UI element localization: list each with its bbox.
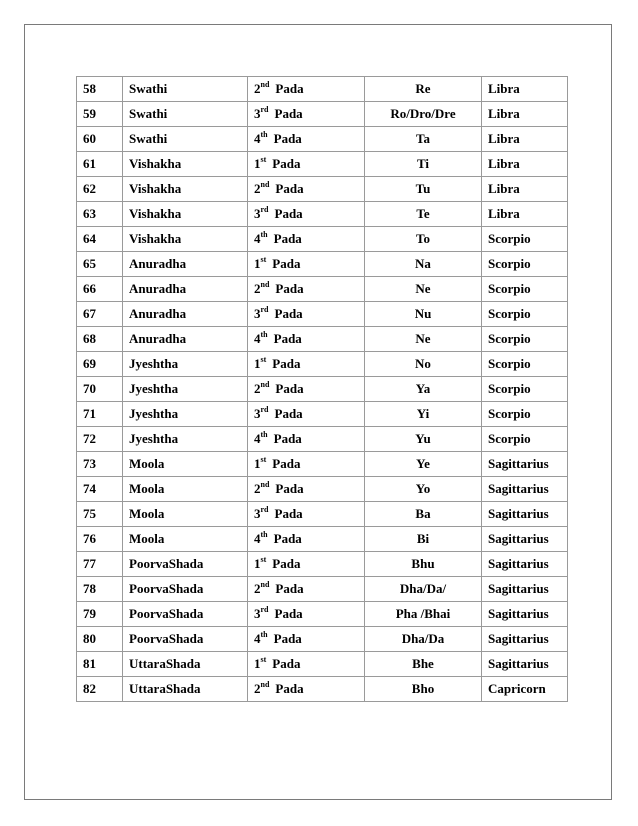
table-row xyxy=(77,102,568,127)
pada-ordinal-number: 3 xyxy=(254,606,261,621)
table-row xyxy=(77,152,568,177)
cell-number: 58 xyxy=(77,77,123,102)
cell-zodiac-sign: Scorpio xyxy=(482,327,568,352)
cell-nakshatra: PoorvaShada xyxy=(123,627,248,652)
cell-nakshatra: Jyeshtha xyxy=(123,402,248,427)
table-row xyxy=(77,552,568,577)
cell-nakshatra: Moola xyxy=(123,527,248,552)
cell-nakshatra: PoorvaShada xyxy=(123,552,248,577)
cell-number: 71 xyxy=(77,402,123,427)
table-row xyxy=(77,177,568,202)
cell-pada xyxy=(248,227,365,252)
pada-ordinal-suffix: nd xyxy=(260,379,270,389)
table-row xyxy=(77,477,568,502)
cell-zodiac-sign: Sagittarius xyxy=(482,652,568,677)
cell-number: 69 xyxy=(77,352,123,377)
pada-word: Pada xyxy=(274,306,303,321)
pada-word: Pada xyxy=(274,606,303,621)
cell-syllable: Dha/Da/ xyxy=(365,577,482,602)
cell-pada xyxy=(248,202,365,227)
cell-zodiac-sign: Scorpio xyxy=(482,402,568,427)
cell-syllable: Pha /Bhai xyxy=(365,602,482,627)
pada-ordinal-suffix: rd xyxy=(260,304,269,314)
pada-ordinal-number: 2 xyxy=(254,181,261,196)
pada-ordinal-suffix: st xyxy=(260,354,267,364)
table-row xyxy=(77,527,568,552)
table-body xyxy=(77,77,568,702)
cell-nakshatra: Jyeshtha xyxy=(123,427,248,452)
pada-word: Pada xyxy=(274,506,303,521)
pada-ordinal-suffix: th xyxy=(260,229,268,239)
table-row xyxy=(77,202,568,227)
pada-ordinal-suffix: st xyxy=(260,554,267,564)
table-row xyxy=(77,127,568,152)
cell-zodiac-sign: Scorpio xyxy=(482,352,568,377)
pada-word: Pada xyxy=(274,206,303,221)
cell-zodiac-sign: Libra xyxy=(482,77,568,102)
cell-syllable: Ne xyxy=(365,277,482,302)
table-row xyxy=(77,602,568,627)
table-row xyxy=(77,377,568,402)
pada-ordinal-suffix: nd xyxy=(260,179,270,189)
cell-number: 77 xyxy=(77,552,123,577)
cell-zodiac-sign: Sagittarius xyxy=(482,552,568,577)
pada-ordinal-suffix: st xyxy=(260,454,267,464)
cell-zodiac-sign: Sagittarius xyxy=(482,627,568,652)
cell-zodiac-sign: Scorpio xyxy=(482,377,568,402)
cell-number: 66 xyxy=(77,277,123,302)
cell-zodiac-sign: Sagittarius xyxy=(482,477,568,502)
table-row xyxy=(77,402,568,427)
cell-number: 68 xyxy=(77,327,123,352)
cell-pada xyxy=(248,152,365,177)
cell-pada xyxy=(248,477,365,502)
pada-ordinal-number: 3 xyxy=(254,306,261,321)
pada-ordinal-suffix: th xyxy=(260,329,268,339)
cell-nakshatra: PoorvaShada xyxy=(123,577,248,602)
cell-zodiac-sign: Scorpio xyxy=(482,227,568,252)
cell-zodiac-sign: Sagittarius xyxy=(482,452,568,477)
cell-pada xyxy=(248,327,365,352)
pada-ordinal-suffix: rd xyxy=(260,404,269,414)
cell-number: 72 xyxy=(77,427,123,452)
pada-ordinal-suffix: nd xyxy=(260,679,270,689)
cell-syllable: Ne xyxy=(365,327,482,352)
cell-pada xyxy=(248,277,365,302)
cell-number: 79 xyxy=(77,602,123,627)
cell-nakshatra: Swathi xyxy=(123,102,248,127)
cell-syllable: Ti xyxy=(365,152,482,177)
table-row xyxy=(77,252,568,277)
cell-zodiac-sign: Libra xyxy=(482,177,568,202)
cell-nakshatra: Jyeshtha xyxy=(123,377,248,402)
cell-number: 59 xyxy=(77,102,123,127)
cell-pada xyxy=(248,652,365,677)
cell-syllable: Ta xyxy=(365,127,482,152)
cell-nakshatra: Moola xyxy=(123,452,248,477)
cell-nakshatra: Swathi xyxy=(123,127,248,152)
table-row xyxy=(77,77,568,102)
pada-word: Pada xyxy=(272,356,301,371)
cell-zodiac-sign: Scorpio xyxy=(482,277,568,302)
pada-ordinal-number: 3 xyxy=(254,106,261,121)
cell-pada xyxy=(248,552,365,577)
pada-ordinal-number: 2 xyxy=(254,381,261,396)
pada-word: Pada xyxy=(273,231,302,246)
cell-pada xyxy=(248,452,365,477)
pada-word: Pada xyxy=(275,681,304,696)
pada-ordinal-number: 1 xyxy=(254,656,261,671)
pada-ordinal-number: 3 xyxy=(254,206,261,221)
cell-pada xyxy=(248,77,365,102)
cell-nakshatra: Vishakha xyxy=(123,152,248,177)
pada-ordinal-number: 4 xyxy=(254,431,261,446)
nakshatra-pada-table xyxy=(76,76,568,702)
pada-ordinal-number: 3 xyxy=(254,506,261,521)
table-row xyxy=(77,302,568,327)
table-row xyxy=(77,452,568,477)
pada-word: Pada xyxy=(275,481,304,496)
cell-syllable: Bho xyxy=(365,677,482,702)
cell-syllable: Bi xyxy=(365,527,482,552)
pada-ordinal-suffix: st xyxy=(260,154,267,164)
cell-syllable: Ya xyxy=(365,377,482,402)
cell-nakshatra: Moola xyxy=(123,477,248,502)
cell-pada xyxy=(248,677,365,702)
cell-pada xyxy=(248,427,365,452)
cell-pada xyxy=(248,252,365,277)
pada-ordinal-suffix: th xyxy=(260,129,268,139)
pada-ordinal-number: 1 xyxy=(254,356,261,371)
table-row xyxy=(77,577,568,602)
table-row xyxy=(77,427,568,452)
cell-pada xyxy=(248,102,365,127)
cell-syllable: Yi xyxy=(365,402,482,427)
pada-ordinal-number: 1 xyxy=(254,456,261,471)
cell-syllable: Bhe xyxy=(365,652,482,677)
cell-zodiac-sign: Sagittarius xyxy=(482,502,568,527)
pada-ordinal-number: 3 xyxy=(254,406,261,421)
pada-ordinal-suffix: th xyxy=(260,529,268,539)
cell-zodiac-sign: Libra xyxy=(482,127,568,152)
pada-ordinal-suffix: th xyxy=(260,429,268,439)
cell-zodiac-sign: Scorpio xyxy=(482,302,568,327)
pada-ordinal-number: 4 xyxy=(254,631,261,646)
pada-ordinal-number: 1 xyxy=(254,556,261,571)
pada-word: Pada xyxy=(273,131,302,146)
cell-zodiac-sign: Sagittarius xyxy=(482,527,568,552)
pada-ordinal-suffix: nd xyxy=(260,479,270,489)
cell-number: 75 xyxy=(77,502,123,527)
cell-nakshatra: UttaraShada xyxy=(123,677,248,702)
cell-syllable: Tu xyxy=(365,177,482,202)
pada-word: Pada xyxy=(272,556,301,571)
pada-word: Pada xyxy=(275,181,304,196)
cell-zodiac-sign: Sagittarius xyxy=(482,602,568,627)
table-row xyxy=(77,652,568,677)
cell-pada xyxy=(248,502,365,527)
pada-ordinal-number: 2 xyxy=(254,281,261,296)
pada-ordinal-suffix: th xyxy=(260,629,268,639)
pada-ordinal-number: 4 xyxy=(254,531,261,546)
cell-number: 63 xyxy=(77,202,123,227)
cell-zodiac-sign: Libra xyxy=(482,152,568,177)
table-row xyxy=(77,327,568,352)
cell-number: 81 xyxy=(77,652,123,677)
cell-number: 65 xyxy=(77,252,123,277)
cell-syllable: Ba xyxy=(365,502,482,527)
table-row xyxy=(77,502,568,527)
cell-syllable: Na xyxy=(365,252,482,277)
cell-nakshatra: UttaraShada xyxy=(123,652,248,677)
cell-number: 62 xyxy=(77,177,123,202)
cell-syllable: Re xyxy=(365,77,482,102)
cell-nakshatra: Swathi xyxy=(123,77,248,102)
pada-word: Pada xyxy=(275,81,304,96)
pada-word: Pada xyxy=(273,331,302,346)
cell-number: 60 xyxy=(77,127,123,152)
cell-pada xyxy=(248,627,365,652)
cell-number: 80 xyxy=(77,627,123,652)
cell-zodiac-sign: Capricorn xyxy=(482,677,568,702)
pada-ordinal-suffix: rd xyxy=(260,104,269,114)
pada-word: Pada xyxy=(273,531,302,546)
cell-syllable: Nu xyxy=(365,302,482,327)
cell-nakshatra: PoorvaShada xyxy=(123,602,248,627)
cell-number: 82 xyxy=(77,677,123,702)
pada-ordinal-number: 4 xyxy=(254,231,261,246)
pada-ordinal-suffix: rd xyxy=(260,204,269,214)
cell-pada xyxy=(248,602,365,627)
pada-word: Pada xyxy=(275,381,304,396)
cell-zodiac-sign: Sagittarius xyxy=(482,577,568,602)
cell-pada xyxy=(248,177,365,202)
cell-nakshatra: Vishakha xyxy=(123,202,248,227)
pada-word: Pada xyxy=(272,656,301,671)
table-row xyxy=(77,277,568,302)
pada-word: Pada xyxy=(275,281,304,296)
pada-ordinal-number: 1 xyxy=(254,156,261,171)
pada-ordinal-number: 2 xyxy=(254,681,261,696)
pada-ordinal-number: 2 xyxy=(254,581,261,596)
pada-ordinal-suffix: nd xyxy=(260,579,270,589)
cell-number: 76 xyxy=(77,527,123,552)
pada-ordinal-number: 4 xyxy=(254,331,261,346)
pada-ordinal-suffix: nd xyxy=(260,79,270,89)
cell-syllable: Yo xyxy=(365,477,482,502)
cell-syllable: To xyxy=(365,227,482,252)
cell-nakshatra: Moola xyxy=(123,502,248,527)
pada-word: Pada xyxy=(274,406,303,421)
pada-word: Pada xyxy=(272,156,301,171)
pada-word: Pada xyxy=(273,431,302,446)
cell-syllable: Ye xyxy=(365,452,482,477)
cell-zodiac-sign: Scorpio xyxy=(482,427,568,452)
cell-pada xyxy=(248,527,365,552)
cell-pada xyxy=(248,302,365,327)
cell-nakshatra: Vishakha xyxy=(123,227,248,252)
cell-syllable: Te xyxy=(365,202,482,227)
pada-ordinal-suffix: st xyxy=(260,654,267,664)
cell-pada xyxy=(248,577,365,602)
table-row xyxy=(77,627,568,652)
pada-ordinal-number: 2 xyxy=(254,481,261,496)
cell-pada xyxy=(248,402,365,427)
cell-nakshatra: Vishakha xyxy=(123,177,248,202)
cell-syllable: Bhu xyxy=(365,552,482,577)
cell-nakshatra: Anuradha xyxy=(123,277,248,302)
pada-ordinal-number: 1 xyxy=(254,256,261,271)
pada-word: Pada xyxy=(272,256,301,271)
cell-number: 73 xyxy=(77,452,123,477)
cell-nakshatra: Jyeshtha xyxy=(123,352,248,377)
cell-pada xyxy=(248,127,365,152)
table-row xyxy=(77,227,568,252)
cell-zodiac-sign: Libra xyxy=(482,202,568,227)
cell-nakshatra: Anuradha xyxy=(123,327,248,352)
cell-syllable: Dha/Da xyxy=(365,627,482,652)
cell-number: 67 xyxy=(77,302,123,327)
cell-pada xyxy=(248,352,365,377)
pada-ordinal-suffix: rd xyxy=(260,604,269,614)
pada-ordinal-number: 4 xyxy=(254,131,261,146)
pada-ordinal-suffix: nd xyxy=(260,279,270,289)
cell-syllable: No xyxy=(365,352,482,377)
pada-ordinal-number: 2 xyxy=(254,81,261,96)
cell-syllable: Yu xyxy=(365,427,482,452)
cell-number: 61 xyxy=(77,152,123,177)
pada-ordinal-suffix: st xyxy=(260,254,267,264)
cell-nakshatra: Anuradha xyxy=(123,252,248,277)
cell-number: 74 xyxy=(77,477,123,502)
pada-ordinal-suffix: rd xyxy=(260,504,269,514)
cell-zodiac-sign: Libra xyxy=(482,102,568,127)
cell-nakshatra: Anuradha xyxy=(123,302,248,327)
cell-number: 78 xyxy=(77,577,123,602)
cell-pada xyxy=(248,377,365,402)
pada-word: Pada xyxy=(272,456,301,471)
pada-word: Pada xyxy=(273,631,302,646)
pada-word: Pada xyxy=(274,106,303,121)
table-row xyxy=(77,352,568,377)
cell-number: 70 xyxy=(77,377,123,402)
pada-word: Pada xyxy=(275,581,304,596)
table-row xyxy=(77,677,568,702)
cell-syllable: Ro/Dro/Dre xyxy=(365,102,482,127)
cell-number: 64 xyxy=(77,227,123,252)
cell-zodiac-sign: Scorpio xyxy=(482,252,568,277)
